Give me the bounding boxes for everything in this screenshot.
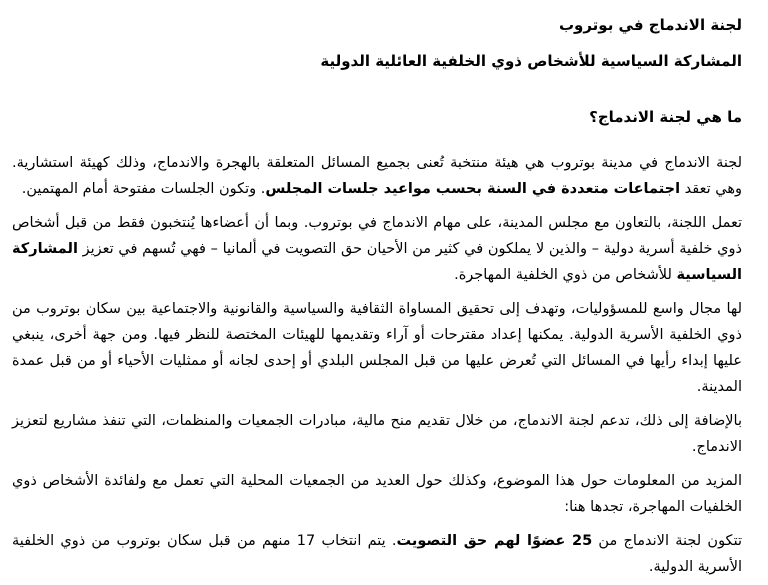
- bold-text-segment: المشاركة السياسية: [12, 241, 742, 283]
- text-segment: للأشخاص من ذوي الخلفية المهاجرة.: [454, 267, 677, 283]
- text-segment: بالإضافة إلى ذلك، تدعم لجنة الاندماج، من خلال تقديم منح مالية، مبادرات الجمعيات والمنظمات، التي تنفذ مشاريع لتعزيز الاندماج.: [12, 413, 742, 455]
- paragraph-membership: [12, 528, 742, 580]
- document-title: لجنة الاندماج في بوتروب: [558, 16, 742, 34]
- section-heading-what-is-committee: ما هي لجنة الاندماج؟: [589, 108, 742, 126]
- paragraph-committee-work: [12, 210, 742, 288]
- paragraph-committee-description: [12, 150, 742, 202]
- text-segment: المزيد من المعلومات حول هذا الموضوع، وكذلك حول العديد من الجمعيات المحلية التي تعمل مع ولفائدة الأشخاص ذوي الخلفيات المهاجرة، تجدها هنا:: [12, 473, 742, 515]
- text-segment: . يتم انتخاب 17 منهم من قبل سكان بوتروب من ذوي الخلفية الأسرية الدولية.: [12, 533, 742, 575]
- bold-text-segment: اجتماعات متعددة في السنة بحسب مواعيد جلسات المجلس: [265, 181, 681, 197]
- paragraph-responsibilities: [12, 296, 742, 400]
- bold-text-segment: 25 عضوًا لهم حق التصويت: [396, 533, 593, 549]
- text-segment: . وتكون الجلسات مفتوحة أمام المهتمين.: [21, 181, 266, 197]
- text-segment: لها مجال واسع للمسؤوليات، وتهدف إلى تحقيق المساواة الثقافية والسياسية والقانونية والاجتماعية بين سكان بوتروب من ذوي الخلفية الأسرية الدولية. يمكنها إعداد مقترحات أو آراء وتقديمها للهيئات المختصة للنظر فيها. ومن جهة أخرى، ينبغي عليها إبداء رأيها في المسائل التي تُعرض عليها من قبل المجلس البلدي أو إحدى لجانه أو ممثليات الأحياء أو من قبل عمدة المدينة.: [12, 301, 742, 395]
- text-segment: تعمل اللجنة، بالتعاون مع مجلس المدينة، على مهام الاندماج في بوتروب. وبما أن أعضاءها يُنتخبون فقط من قبل أشخاص ذوي خلفية أسرية دولية – والذين لا يملكون في كثير من الأحيان حق التصويت في ألمانيا – فهي تُسهم في تعزيز: [12, 215, 742, 257]
- document-subtitle: المشاركة السياسية للأشخاص ذوي الخلفية العائلية الدولية: [320, 52, 742, 70]
- paragraph-grants: [12, 408, 742, 460]
- text-segment: تتكون لجنة الاندماج من: [592, 533, 742, 549]
- text-segment: لجنة الاندماج في مدينة بوتروب هي هيئة منتخبة تُعنى بجميع المسائل المتعلقة بالهجرة والاندماج، وذلك كهيئة استشارية. وهي تعقد: [12, 155, 742, 197]
- paragraph-more-information: [12, 468, 742, 520]
